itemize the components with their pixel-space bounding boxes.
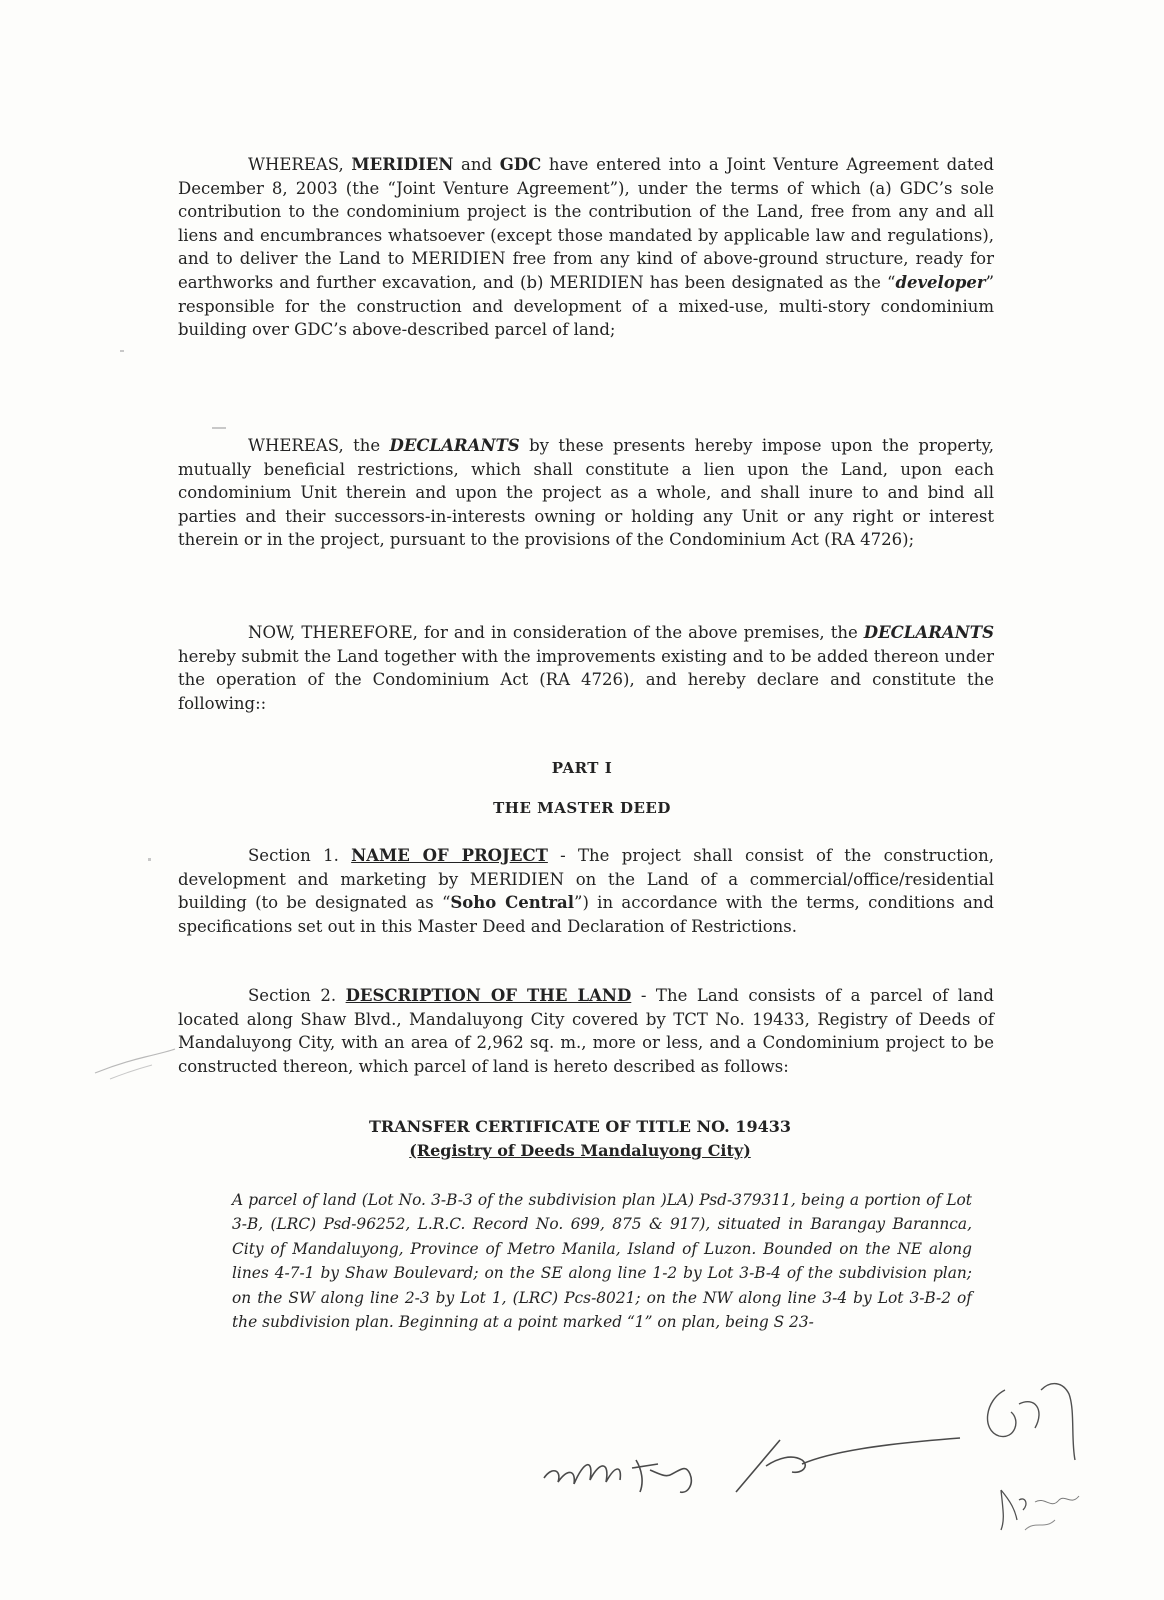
text-run: ”) in accordance with the terms, conditions and specifications set out in this Master Deed and Declaration of Restrictions.: [178, 893, 994, 936]
legal-description: A parcel of land (Lot No. 3-B-3 of the subdivision plan )LA) Psd-379311, being a portion of Lot 3-B, (LRC) Psd-96252, L.R.C. Record No. 699, 875 & 917), situated in Barangay Barannca, City of Mandaluyong, Province of Metro Manila, Island of Luzon. Bounded on the NE along lines 4-7-1 by Shaw Boulevard; on the SE along line 1-2 by Lot 3-B-4 of the subdivision plan; on the SW along line 2-3 by Lot 1, (LRC) Pcs-8021; on the NW along line 3-4 by Lot 3-B-2 of the subdivision plan. Beginning at a point marked “1” on plan, being S 23-: [232, 1191, 972, 1332]
gdc-bold: GDC: [499, 155, 542, 174]
whereas-paragraph-1: [178, 153, 994, 342]
master-deed-heading: THE MASTER DEED: [493, 799, 671, 817]
now-therefore-paragraph: [178, 621, 994, 715]
text-run: WHEREAS,: [248, 155, 352, 174]
section-1-paragraph: [178, 844, 994, 938]
project-name: Soho Central: [450, 893, 575, 913]
declarants-term: DECLARANTS: [863, 623, 994, 642]
scan-mark: [148, 858, 151, 861]
tct-title-block: [180, 1115, 980, 1163]
developer-term: developer: [895, 272, 986, 292]
section-label: Section 2.: [248, 986, 346, 1005]
text-run: have entered into a Joint Venture Agreement dated December 8, 2003 (the “Joint Venture Agreement”), under the terms of which (a) GDC’s sole contribution to the condominium project is the contribution of the Land, free from any and all liens and encumbrances whatsoever (except those mandated by applicable law and regulations), and to deliver the Land to MERIDIEN free from any kind of above-ground structure, ready for earthworks and further excavation, and (b) MERIDIEN has been designated as the “: [178, 155, 994, 292]
text-run: by these presents hereby impose upon the property, mutually beneficial restrictions, which shall constitute a lien upon the Land, upon each condominium Unit therein and upon the project as a whole, and shall inure to and bind all parties and their successors-in-interests owning or holding any Unit or any right or interest therein or in the project, pursuant to the provisions of the Condominium Act (RA 4726);: [178, 436, 994, 550]
declarants-term: DECLARANTS: [389, 436, 520, 455]
initials-icon: [975, 1370, 1095, 1540]
text-run: WHEREAS, the: [248, 436, 390, 455]
tct-title: TRANSFER CERTIFICATE OF TITLE NO. 19433: [369, 1117, 791, 1136]
text-run: ” responsible for the construction and development of a mixed-use, multi-story condominium building over GDC’s above-described parcel of land;: [178, 272, 994, 340]
signature-icon: [540, 1430, 970, 1505]
meridien-bold: MERIDIEN: [351, 155, 454, 174]
text-run: - The Land consists of a parcel of land located along Shaw Blvd., Mandaluyong City covered by TCT No. 19433, Registry of Deeds of Mandaluyong City, with an area of 2,962 sq. m., more or less, and a Condominium project to be constructed thereon, which parcel of land is hereto described as follows:: [178, 986, 994, 1076]
scan-mark: [212, 427, 226, 429]
text-run: - The project shall consist of the construction, development and marketing by MERIDIEN on the Land of a commercial/office/residential building (to be designated as “: [178, 846, 994, 913]
text-run: hereby submit the Land together with the improvements existing and to be added thereon under the operation of the Condominium Act (RA 4726), and hereby declare and constitute the following::: [178, 646, 994, 713]
whereas-paragraph-2: [178, 434, 994, 552]
text-run: and: [453, 155, 500, 174]
section-title: NAME OF PROJECT: [351, 846, 548, 865]
text-run: NOW, THEREFORE, for and in consideration of the above premises, the: [248, 623, 864, 642]
part-heading: PART I: [551, 759, 613, 777]
registry-subtitle: (Registry of Deeds Mandaluyong City): [409, 1141, 751, 1160]
section-title: DESCRIPTION OF THE LAND: [345, 986, 632, 1005]
margin-scribble-icon: [90, 1035, 180, 1085]
section-2-paragraph: [178, 984, 994, 1078]
scan-mark: [120, 350, 124, 352]
section-label: Section 1.: [248, 846, 352, 865]
